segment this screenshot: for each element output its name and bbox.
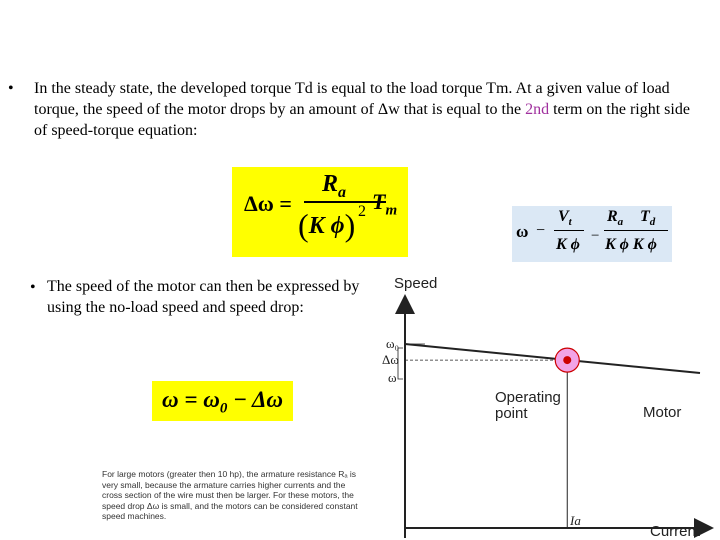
eq2-fraction-bar-2 <box>604 230 668 231</box>
bullet-marker: • <box>8 80 14 97</box>
eq3-text: $\omega = \omega_0 - \Delta\omega$ <box>162 387 284 417</box>
motor-series-line <box>405 344 700 373</box>
eq2-term2-numerator-a: $R_a$ <box>607 208 624 229</box>
eq1-denominator: (K ϕ) <box>298 207 356 243</box>
speed-drop-equation <box>232 167 408 257</box>
eq2-omega: ω <box>516 222 529 241</box>
operating-point-dot <box>563 356 571 364</box>
x-marker-label: Ia <box>570 513 581 528</box>
eq2-minus: − <box>591 228 600 244</box>
y-tick-omega: ω <box>388 370 397 385</box>
bullet1-text-after: term on the right side of speed-torque equation: <box>34 101 690 139</box>
y-axis-label: Speed <box>394 275 438 292</box>
bullet-paragraph-steady-state <box>34 78 700 141</box>
eq2-term1-denominator: K ϕ <box>556 236 580 253</box>
operating-point-label-line: point <box>495 405 528 422</box>
eq2-term1-numerator: $V_t$ <box>558 208 572 229</box>
eq1-factor: $T_m$ <box>372 189 398 219</box>
x-axis-label-text: Current <box>650 523 701 538</box>
speed-equation <box>152 381 293 421</box>
operating-point-label <box>495 389 561 422</box>
eq2-equals: − <box>536 222 546 239</box>
bullet1-highlight: 2nd <box>525 101 550 118</box>
eq2-term2-numerator-b: $T_d$ <box>640 208 656 229</box>
y-tick-omega0: ω₀ <box>386 336 400 351</box>
speed-torque-equation <box>512 206 672 262</box>
eq1-lhs: Δω = <box>244 191 292 216</box>
eq2-term2-denominator: K ϕ K ϕ <box>605 236 657 253</box>
operating-point-label-line: Operating <box>495 389 561 406</box>
delta-label: Δω <box>382 352 399 367</box>
eq1-power: 2 <box>358 203 366 220</box>
eq2-fraction-bar-1 <box>554 230 584 231</box>
bullet-marker: • <box>30 279 36 296</box>
bullet-paragraph-speed: The speed of the motor can then be expressed by using the no-load speed and speed drop: <box>47 278 360 316</box>
footnote-text: For large motors (greater then 10 hp), the armature resistance Rₐ is very small, because the armature carries higher currents and the cross section of the wire must then be larger. For these motors, the speed drop Δω is small, and the motors can be considered constant speed machines. <box>102 469 358 521</box>
bullet1-text-before: In the steady state, the developed torque Td is equal to the load torque Tm. At a given value of load torque, the speed of the motor drops by an amount of Δw that is equal to the <box>34 80 670 118</box>
speed-current-chart <box>360 266 716 538</box>
series-label-motor: Motor <box>643 404 682 421</box>
eq1-numerator: $R_a$ <box>322 171 347 201</box>
